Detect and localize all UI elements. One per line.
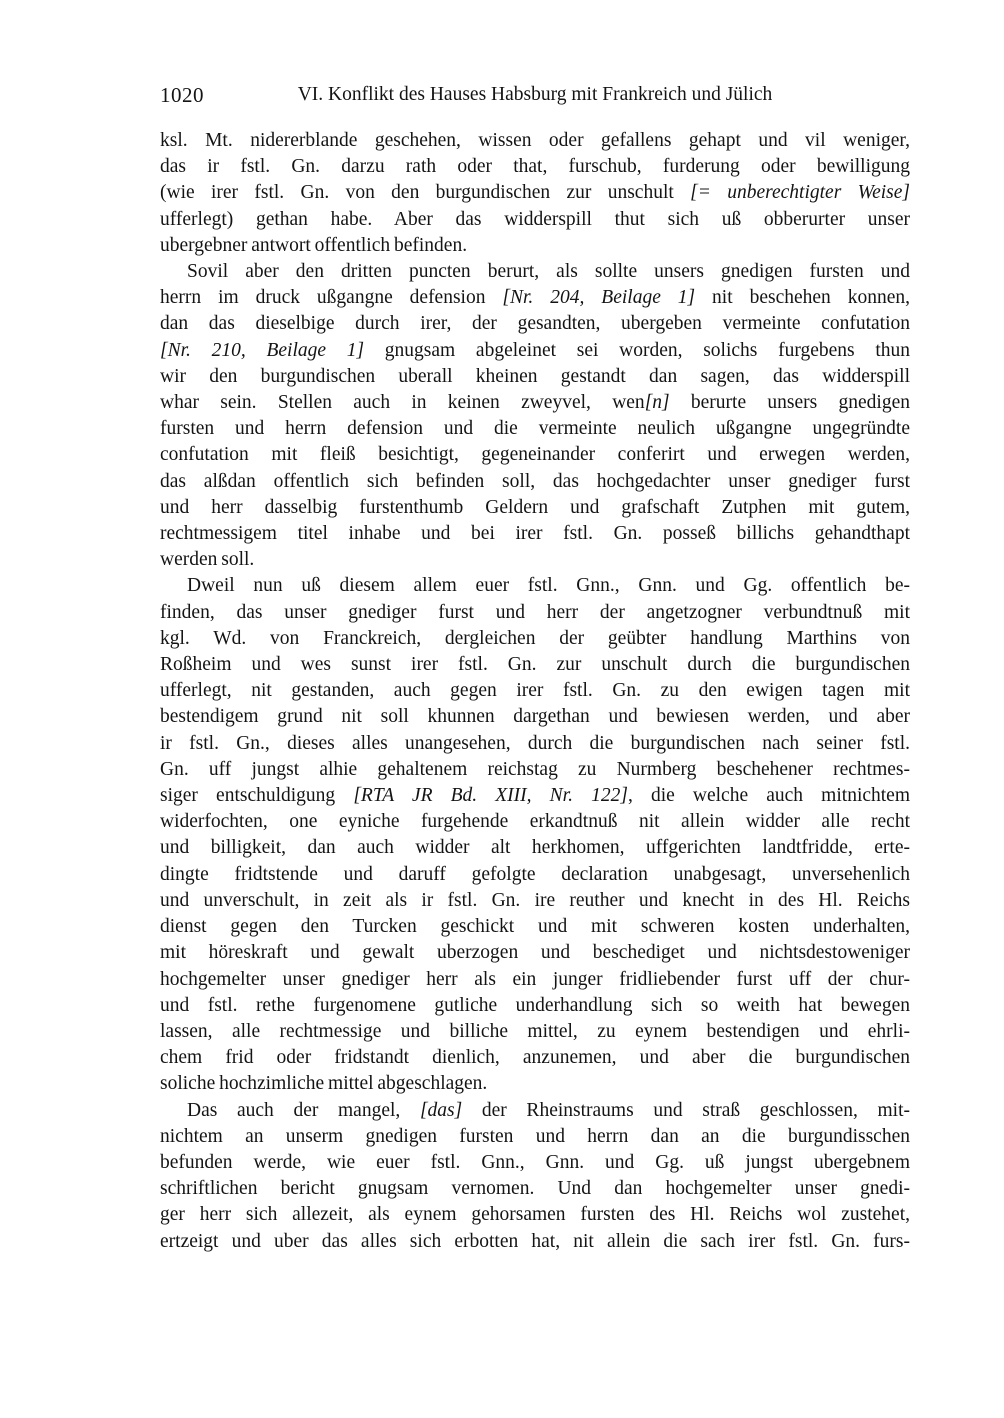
text-run: mit höreskraft und gewalt uberzogen und beschediget und nichtsdestoweniger	[160, 942, 910, 964]
editorial-insertion: [RTA JR Bd. XIII, Nr. 122]	[353, 785, 628, 807]
editorial-insertion: [n]	[644, 392, 670, 414]
text-column	[160, 82, 910, 1255]
text-run: ir fstl. Gn., dieses alles unangesehen, durch die burgundischen nach seiner fstl.	[160, 732, 910, 754]
text-line	[160, 1202, 910, 1228]
text-run: ubergebner antwort offentlich befinden.	[160, 234, 468, 256]
text-run: Gn. uff jungst alhie gehaltenem reichstag zu Nurmberg beschehener rechtmes-	[160, 758, 910, 780]
text-run: Sovil aber den dritten puncten berurt, als sollte unsers gnedigen fursten und	[187, 261, 910, 283]
text-run: (wie irer fstl. Gn. von den burgundischen zur unschult	[160, 182, 691, 204]
text-run: ertzeigt und uber das alles sich erbotten hat, nit allein die sach irer fstl. Gn. furs-	[160, 1230, 910, 1252]
editorial-insertion: [Nr. 210, Beilage 1]	[160, 339, 365, 361]
text-run: herrn im druck ußgangne defension	[160, 287, 503, 309]
text-line	[160, 364, 910, 390]
text-line	[160, 704, 910, 730]
text-line	[160, 521, 910, 547]
text-run: ksl. Mt. nidererblande geschehen, wissen oder gefallens gehapt und vil weniger,	[160, 130, 910, 151]
text-run: und unverschult, in zeit als ir fstl. Gn. ire reuther und knecht in des Hl. Reichs	[160, 889, 910, 911]
text-run: befunden werde, wie euer fstl. Gnn., Gnn. und Gg. uß jungst ubergebnem	[160, 1151, 910, 1173]
text-run: dienst gegen den Turcken geschickt und mit schweren kosten underhalten,	[160, 916, 910, 938]
text-run: und herr dasselbig furstenthumb Geldern und grafschaft Zutphen mit gutem,	[160, 496, 910, 518]
text-line	[160, 285, 910, 311]
text-run: soliche hochzimliche mittel abgeschlagen.	[160, 1073, 488, 1095]
page-number: 1020	[160, 83, 204, 107]
text-line	[160, 888, 910, 914]
text-line	[160, 469, 910, 495]
text-line	[160, 416, 910, 442]
text-line	[160, 835, 910, 861]
text-run: fursten und herrn defension und die vermeinte neulich ußgangne ungegründte	[160, 418, 910, 440]
text-line	[160, 128, 910, 154]
text-run: hochgemelter unser gnediger herr als ein junger fridliebender furst uff der chur-	[160, 968, 910, 990]
text-line	[160, 862, 910, 888]
text-line	[160, 1124, 910, 1150]
text-line	[160, 993, 910, 1019]
text-line	[160, 1071, 910, 1097]
text-line	[160, 1045, 910, 1071]
text-line	[160, 1098, 910, 1124]
text-run: Das auch der mangel,	[187, 1099, 420, 1121]
text-run: dan das dieselbige durch irer, der gesandten, ubergeben vermeinte confutation	[160, 313, 910, 335]
text-run: nit beschehen konnen,	[695, 287, 910, 309]
text-run: , die welche auch mitnichtem	[627, 785, 911, 807]
text-line	[160, 573, 910, 599]
text-run: finden, das unser gnediger furst und herr der angetzogner verbundtnuß mit	[160, 601, 910, 623]
paragraph	[160, 259, 910, 573]
running-header	[160, 82, 910, 108]
text-run: wir den burgundischen uberall kheinen gestandt dan sagen, das widderspill	[160, 365, 910, 387]
text-run: whar sein. Stellen auch in keinen zweyvel, wen	[160, 392, 645, 414]
text-run: Roßheim und wes sunst irer fstl. Gn. zur unschult durch die burgundischen	[160, 654, 910, 676]
text-run: kgl. Wd. von Franckreich, dergleichen der geübter handlung Marthins von	[160, 627, 910, 649]
page-body	[160, 128, 910, 1255]
text-run: nichtem an unserm gnedigen fursten und herrn dan an die burgundisschen	[160, 1125, 910, 1147]
text-line	[160, 914, 910, 940]
text-run: der Rheinstraums und straß geschlossen, mit-	[462, 1099, 910, 1121]
text-run: ger herr sich allezeit, als eynem gehorsamen fursten des Hl. Reichs wol zustehet,	[160, 1204, 910, 1226]
text-line	[160, 390, 910, 416]
text-run: gnugsam abgeleinet sei worden, solichs furgebens thun	[364, 339, 911, 361]
text-run: Dweil nun uß diesem allem euer fstl. Gnn., Gnn. und Gg. offentlich be-	[187, 575, 910, 597]
text-run: und billigkeit, dan auch widder alt herkhomen, uffgerichten landtfridde, erte-	[160, 837, 910, 859]
paragraph	[160, 1098, 910, 1255]
text-run: widerfochten, one eyniche furgehende erkandtnuß nit allein widder alle recht	[160, 811, 910, 833]
text-line	[160, 180, 910, 206]
text-line	[160, 940, 910, 966]
text-line	[160, 207, 910, 233]
text-run: bestendigem grund nit soll khunnen dargethan und bewiesen werden, und aber	[160, 706, 910, 728]
text-run: und fstl. rethe furgenomene gutliche underhandlung sich so weith hat bewegen	[160, 994, 910, 1016]
editorial-insertion: [das]	[419, 1099, 463, 1121]
text-run: das ir fstl. Gn. darzu rath oder that, furschub, furderung oder bewilligung	[160, 156, 910, 178]
text-line	[160, 757, 910, 783]
text-run: berurte unsers gnedigen	[669, 392, 910, 414]
text-line	[160, 338, 910, 364]
text-line	[160, 1229, 910, 1255]
text-line	[160, 1176, 910, 1202]
text-line	[160, 731, 910, 757]
text-line	[160, 259, 910, 285]
text-line	[160, 600, 910, 626]
text-run: confutation mit fleiß besichtigt, gegeneinander conferirt und erwegen werden,	[160, 444, 910, 466]
text-run: chem frid oder fridstandt dienlich, anzunemen, und aber die burgundischen	[160, 1047, 910, 1069]
text-run: siger entschuldigung	[160, 785, 354, 807]
text-line	[160, 678, 910, 704]
text-line	[160, 1019, 910, 1045]
text-run: schriftlichen bericht gnugsam vernomen. Und dan hochgemelter unser gnedi-	[160, 1178, 910, 1200]
text-run: ufferlegt) gethan habe. Aber das widderspill thut sich uß obberurter unser	[160, 208, 910, 230]
text-line	[160, 967, 910, 993]
paragraph	[160, 128, 910, 259]
text-line	[160, 311, 910, 337]
text-line	[160, 626, 910, 652]
text-line	[160, 495, 910, 521]
chapter-title: VI. Konflikt des Hauses Habsburg mit Frankreich und Jülich	[297, 84, 773, 105]
text-line	[160, 547, 910, 573]
text-run: rechtmessigem titel inhabe und bei irer fstl. Gn. posseß billichs gehandthapt	[160, 523, 910, 545]
text-line	[160, 652, 910, 678]
text-line	[160, 154, 910, 180]
editorial-insertion: [= unberechtigter Weise]	[690, 182, 910, 204]
paragraph	[160, 573, 910, 1097]
text-line	[160, 783, 910, 809]
editorial-insertion: [Nr. 204, Beilage 1]	[502, 287, 696, 309]
text-run: lassen, alle rechtmessige und billiche mittel, zu eynem bestendigen und ehrli-	[160, 1020, 910, 1042]
text-run: werden soll.	[160, 549, 255, 571]
text-line	[160, 1150, 910, 1176]
text-run: das alßdan offentlich sich befinden soll, das hochgedachter unser gnediger furst	[160, 470, 910, 492]
text-run: ufferlegt, nit gestanden, auch gegen irer fstl. Gn. zu den ewigen tagen mit	[160, 680, 910, 702]
text-run: dingte fridtstende und daruff gefolgte declaration unabgesagt, unversehenlich	[160, 863, 910, 885]
text-line	[160, 233, 910, 259]
text-line	[160, 442, 910, 468]
text-line	[160, 809, 910, 835]
